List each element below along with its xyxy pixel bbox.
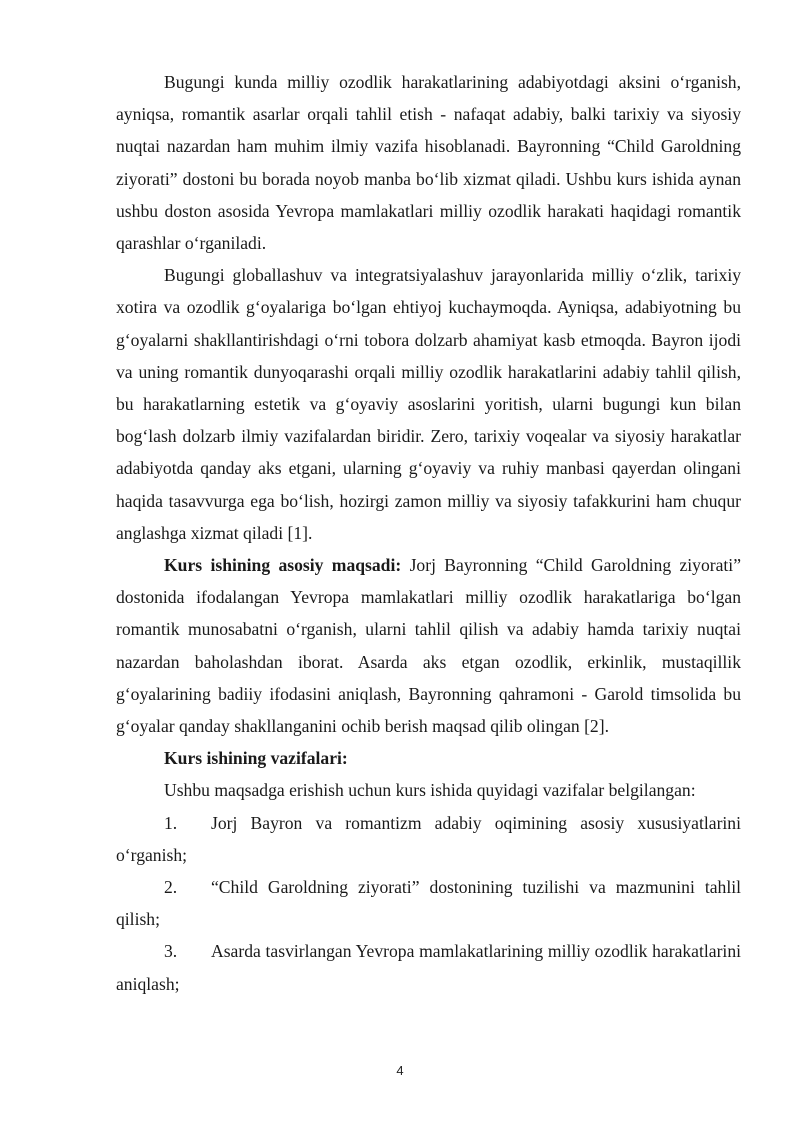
goal-heading: Kurs ishining asosiy maqsadi: (164, 555, 402, 576)
goal-paragraph (116, 549, 741, 742)
intro-paragraph: Bugungi kunda milliy ozodlik harakatlarining adabiyotdagi aksini o‘rganish, ayniqsa, romantik asarlar orqali tahlil etish - nafaqat adabiy, balki tarixiy va siyosiy nuqtai nazardan ham muhim ilmiy vazifa hisoblanadi. Bayronning “Child Garoldning ziyorati” dostoni bu borada noyob manba bo‘lib xizmat qiladi. Ushbu kurs ishida aynan ushbu doston asosida Yevropa mamlakatlari milliy ozodlik harakati haqidagi romantik qarashlar o‘rganiladi. (116, 72, 741, 254)
goal-text: Jorj Bayronning “Child Garoldning ziyorati” dostonida ifodalangan Yevropa mamlakatlari milliy ozodlik harakatlariga bo‘lgan romantik munosabatni o‘rganish, ularni tahlil qilish va adabiy hamda tarixiy nuqtai nazardan baholashdan iborat. Asarda aks etgan ozodlik, erkinlik, mustaqillik g‘oyalarining badiiy ifodasini aniqlash, Bayronning qahramoni - Garold timsolida bu g‘oyalar qanday shakllanganini ochib berish maqsad qilib olingan [2]. (116, 555, 742, 737)
task-text: Asarda tasvirlangan Yevropa mamlakatlarining milliy ozodlik harakatlarini aniqlash; (116, 941, 741, 994)
task-item (116, 935, 741, 999)
task-item (116, 807, 741, 871)
task-number: 2. (164, 877, 178, 898)
task-number: 1. (164, 812, 178, 833)
tasks-heading: Kurs ishining vazifalari: (164, 748, 348, 769)
tasks-intro: Ushbu maqsadga erishish uchun kurs ishida quyidagi vazifalar belgilangan: (164, 780, 696, 801)
task-item (116, 871, 741, 935)
relevance-paragraph: Bugungi globallashuv va integratsiyalashuv jarayonlarida milliy o‘zlik, tarixiy xotira va ozodlik g‘oyalariga bo‘lgan ehtiyoj kuchaymoqda. Ayniqsa, adabiyotning bu g‘oyalarni shakllantirishdagi o‘rni tobora dolzarb ahamiyat kasb etmoqda. Bayron ijodi va uning romantik dunyoqarashi orqali milliy ozodlik harakatlarini adabiy tahlil qilish, bu harakatlarning estetik va g‘oyaviy asoslarini yoritish, ularni bugungi kun bilan bog‘lash dolzarb ilmiy vazifalardan biridir. Zero, tarixiy voqealar va siyosiy harakatlar adabiyotda qanday aks etgani, ularning g‘oyaviy va ruhiy manbasi qayerdan olingani haqida tasavvurga ega bo‘lish, hozirgi zamon milliy va siyosiy tafakkurini ham chuqur anglashga xizmat qiladi [1]. (116, 265, 741, 543)
document-page (116, 66, 741, 1000)
page-number: 4 (396, 1063, 404, 1078)
task-text: “Child Garoldning ziyorati” dostonining tuzilishi va mazmunini tahlil qilish; (116, 877, 741, 930)
task-number: 3. (164, 941, 178, 962)
task-text: Jorj Bayron va romantizm adabiy oqimining asosiy xususiyatlarini o‘rganish; (116, 812, 741, 865)
